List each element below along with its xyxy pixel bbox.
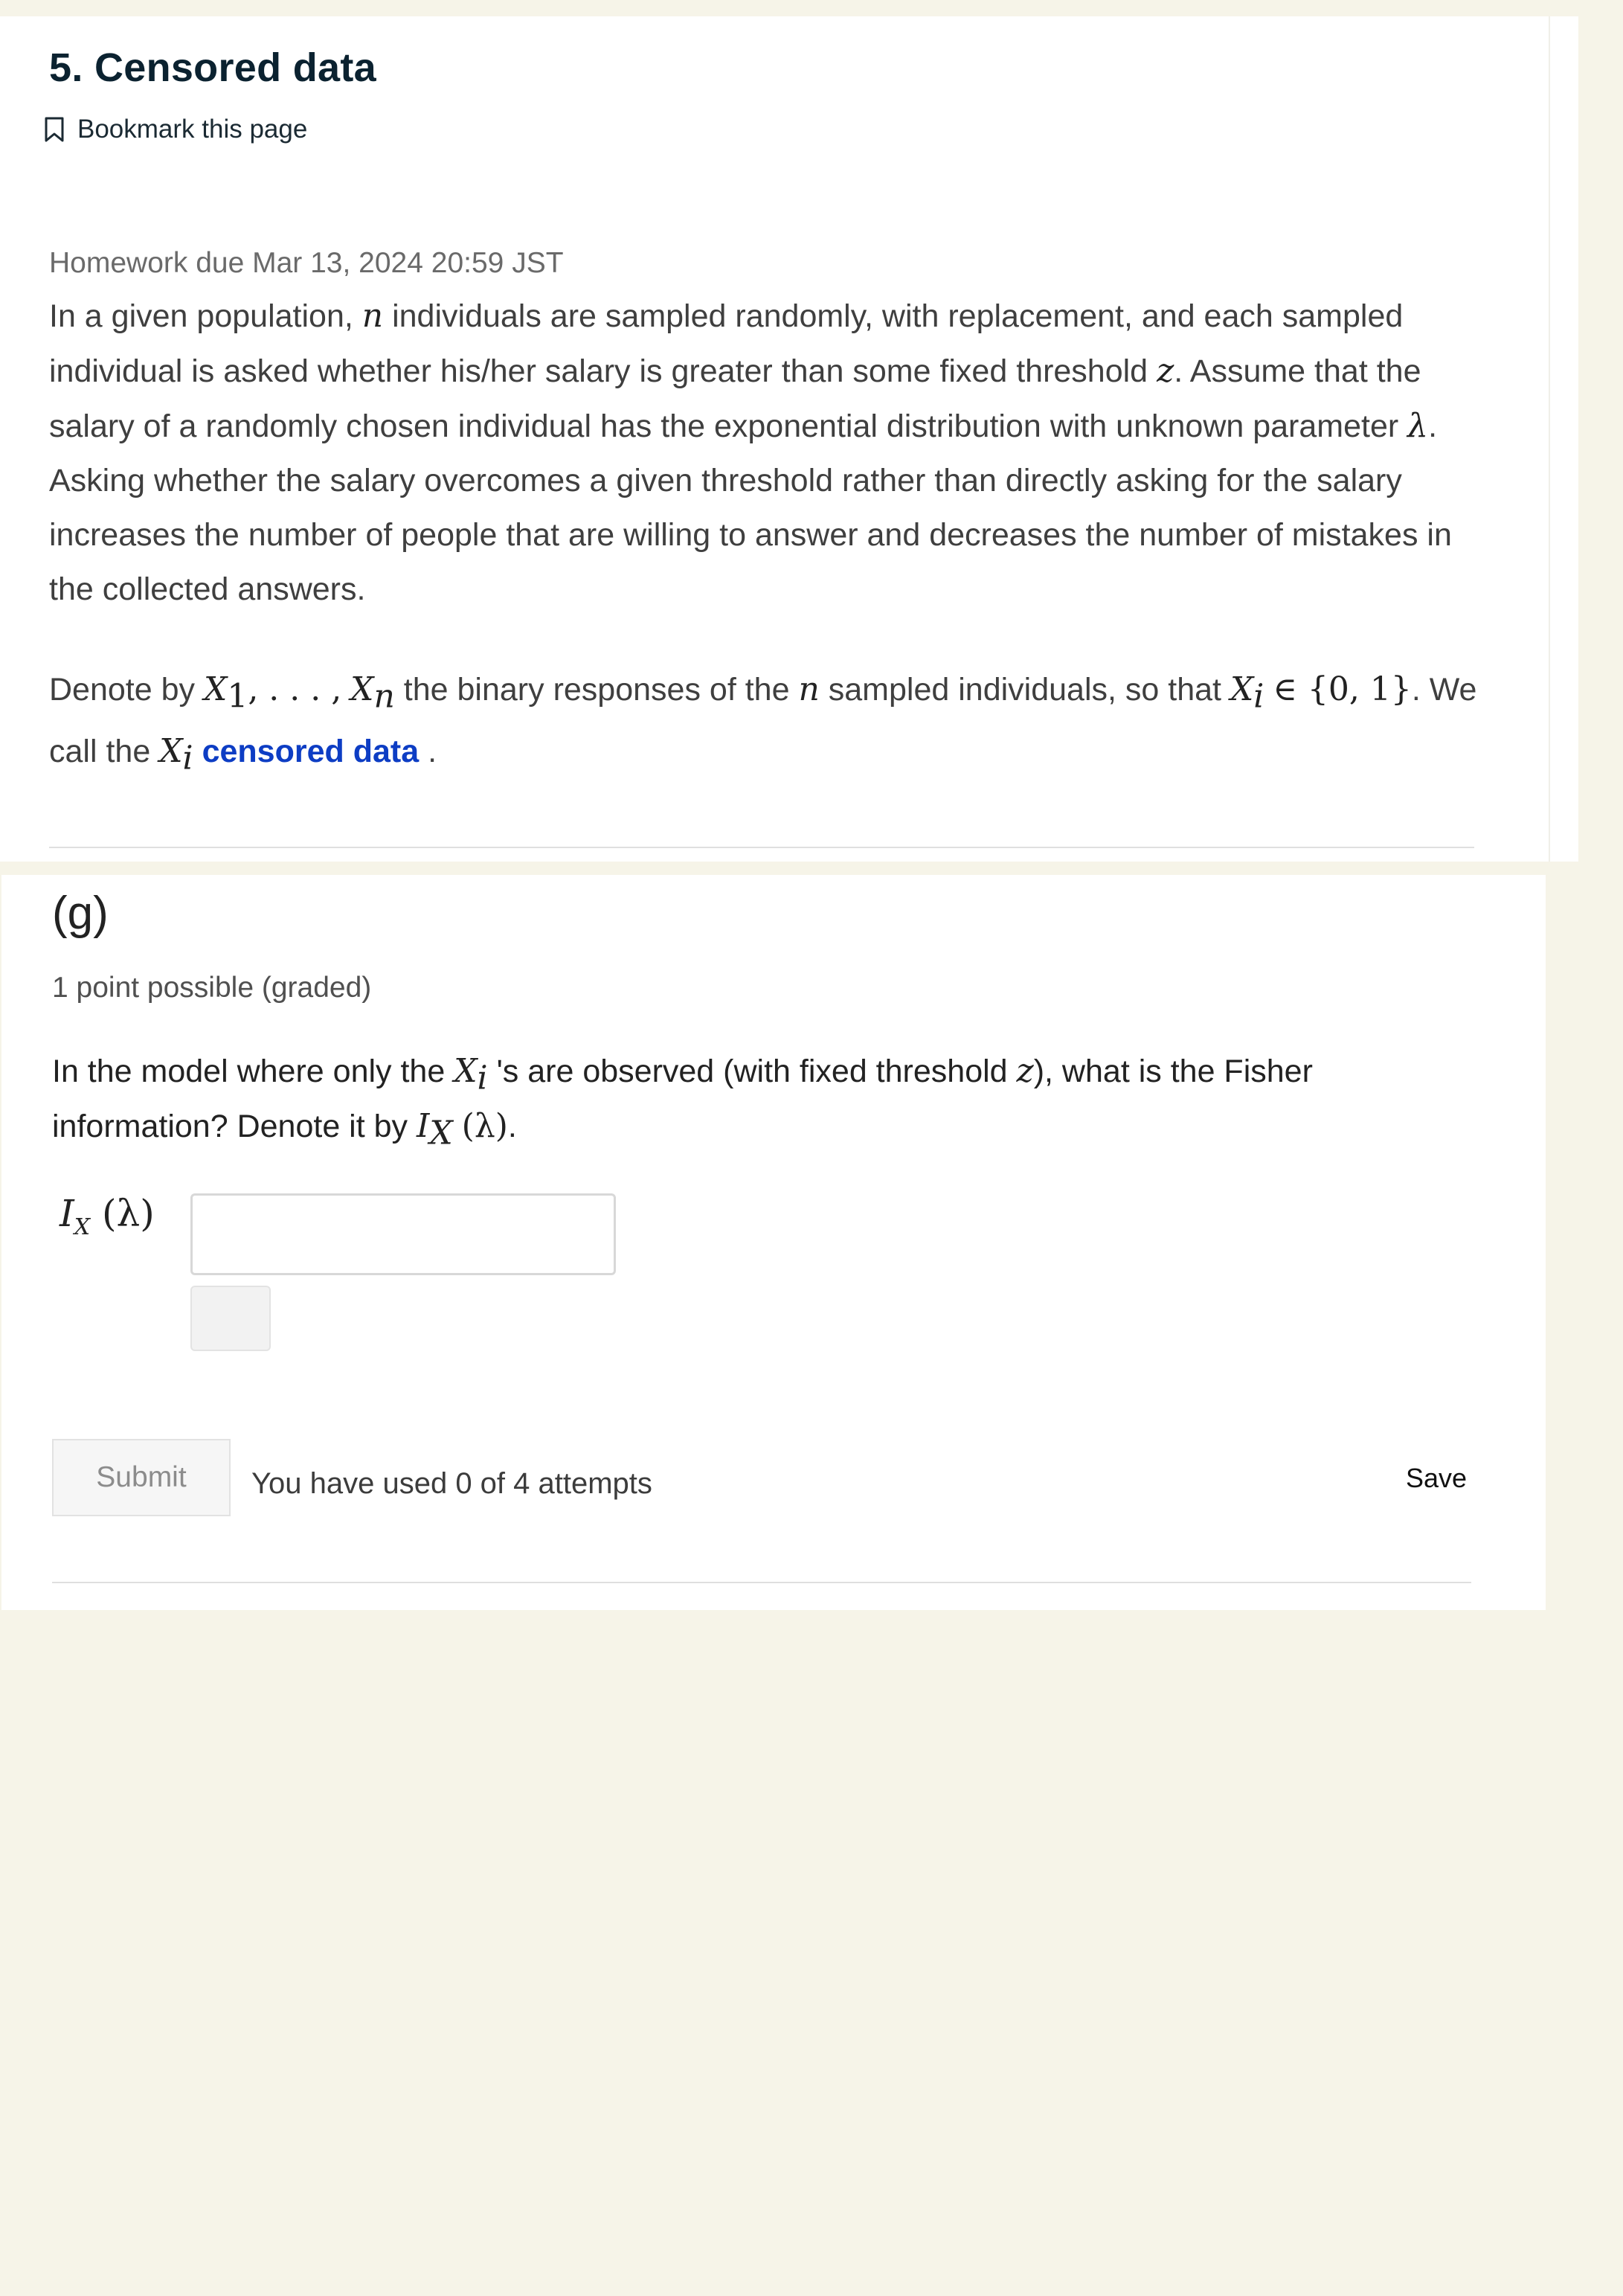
math-n: n [798,670,820,708]
definition-paragraph [49,662,1485,785]
text: . Assume that the salary of a randomly chosen individual has the exponential distribution with unknown parameter [49,353,1421,444]
math-x: X [159,731,183,770]
text: Denote by [49,672,196,708]
text: In the model where only the [52,1054,446,1089]
math-x: X [1230,670,1254,708]
math-subscript: i [182,739,193,777]
text: . Asking whether the salary overcomes a given threshold rather than directly asking for the salary increases the number of people that are willing to answer and decreases the number of mistakes in the collected answers. [49,408,1452,607]
math-subscript: X [74,1214,91,1240]
text: the binary responses of the [403,672,790,708]
due-date: Homework due Mar 13, 2024 20:59 JST [49,247,564,279]
points-info: 1 point possible (graded) [52,972,372,1004]
text: sampled individuals, so that [828,672,1221,708]
math-z: z [1157,352,1174,390]
math-x: X [454,1052,478,1090]
text: . We call the [49,672,1477,769]
math-i: I [417,1106,430,1145]
answer-preview [190,1286,271,1351]
question-prompt [52,1048,1465,1157]
text: . [507,1108,517,1144]
math-z: z [1016,1052,1034,1090]
page-title: 5. Censored data [49,45,376,90]
text: 's are observed (with fixed threshold [496,1054,1008,1089]
save-button[interactable]: Save [1406,1463,1468,1493]
divider [52,1582,1471,1583]
question-label: (g) [52,888,109,939]
intro-paragraph [49,289,1485,617]
math-arg: (λ) [102,1192,155,1235]
math-x: X [350,670,374,708]
math-subscript: n [373,677,395,716]
bookmark-button[interactable] [43,115,307,144]
text: ), what is the Fisher information? Denote it by [52,1054,1313,1144]
math-i: I [60,1192,74,1235]
math-arg: (λ) [461,1106,508,1145]
text: . [428,733,437,769]
bookmark-label: Bookmark this page [77,115,308,144]
attempts-count: You have used 0 of 4 attempts [251,1467,652,1500]
answer-label [60,1192,155,1240]
math-subscript: i [477,1059,488,1097]
text: In a given population, [49,298,353,334]
math-subscript: 1 [227,677,248,716]
divider [49,847,1474,848]
scroll-gutter [1549,16,1578,862]
answer-input[interactable] [190,1193,616,1275]
bookmark-icon [43,116,65,143]
term-censored-data: censored data [202,733,420,769]
math-dots: , . . . , [248,670,342,708]
math-lambda: λ [1407,407,1429,445]
submit-button[interactable]: Submit [52,1439,231,1516]
math-x: X [203,670,228,708]
math-subscript: i [1253,677,1264,716]
math-subscript: X [429,1114,453,1152]
text: individuals are sampled randomly, with replacement, and each sampled individual is asked whether his/her salary is greater than some fixed threshold [49,298,1404,389]
math-n: n [361,297,384,335]
math-set: ∈ {0, 1} [1273,670,1412,708]
